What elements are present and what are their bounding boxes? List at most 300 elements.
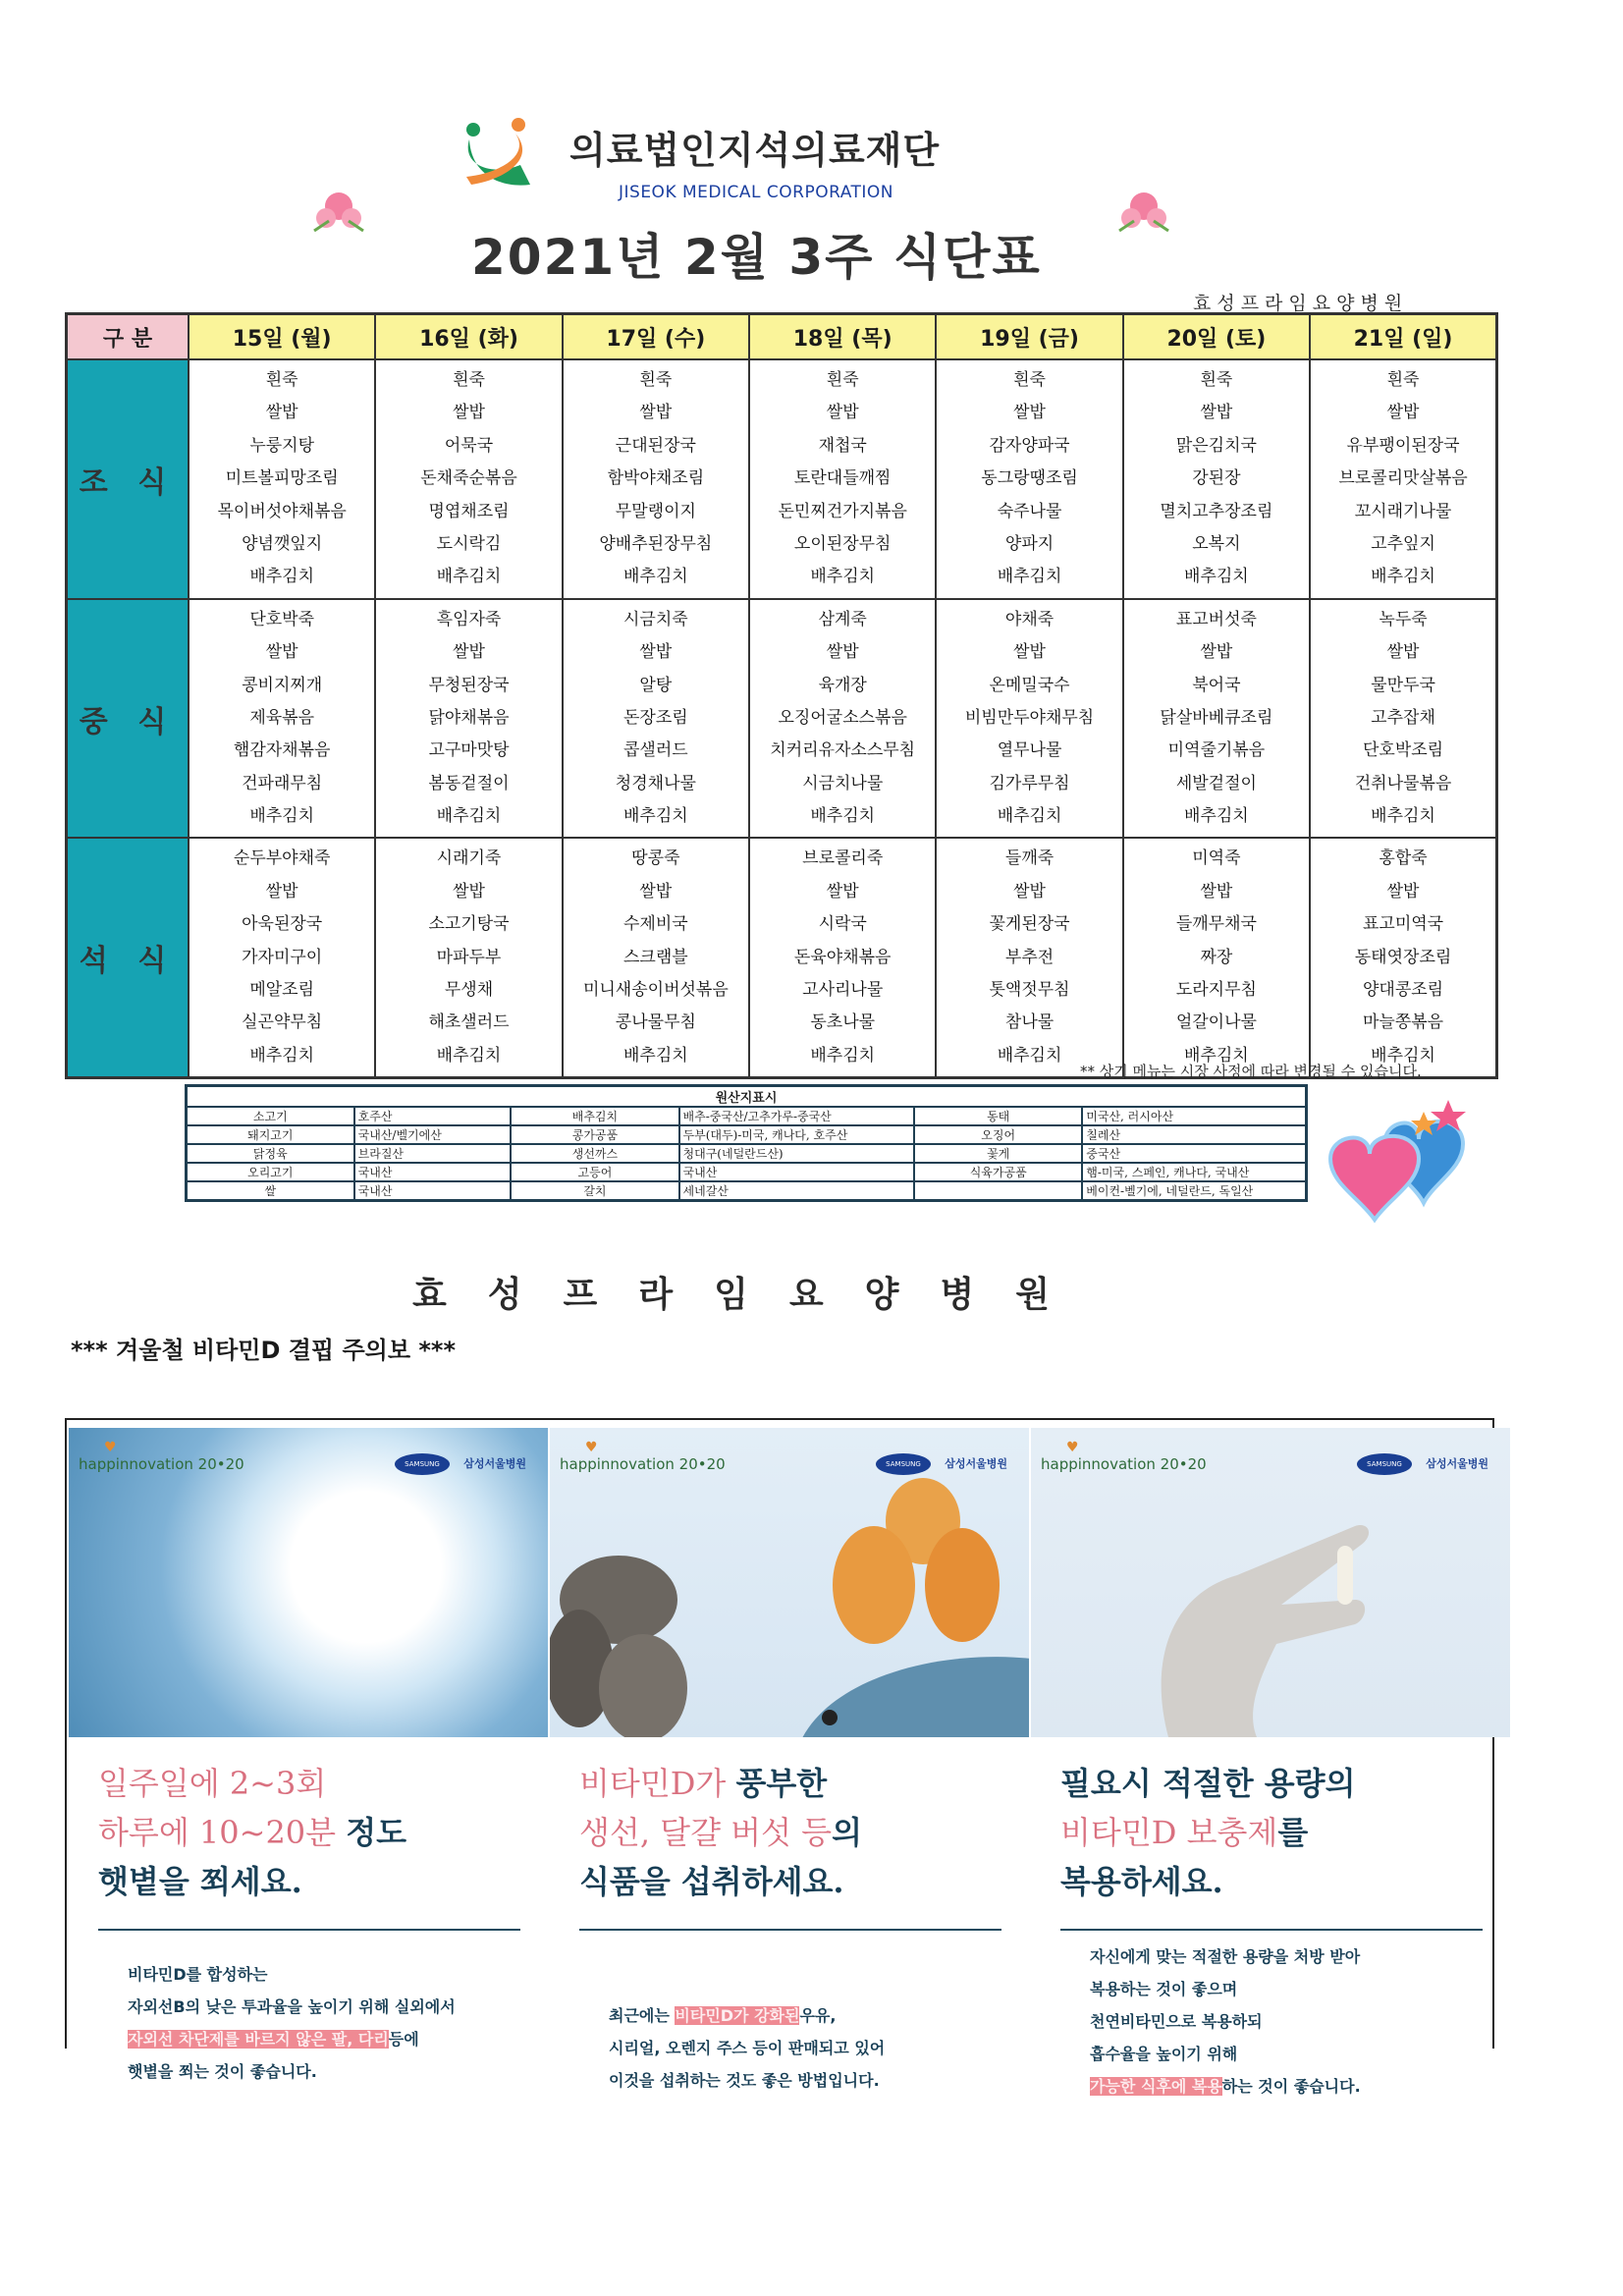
text-segment: 자외선B의 낮은 투과율을 높이기 위해 실외에서 [128, 1997, 456, 2016]
origin-title: 원산지표시 [187, 1086, 1307, 1108]
headline-line [1060, 1759, 1356, 1808]
dish-item: 배추김치 [436, 1045, 502, 1066]
dish-item: 실곤약무침 [242, 1012, 323, 1033]
divider [579, 1929, 1001, 1931]
samsung-logo: SAMSUNG [876, 1453, 931, 1475]
body-line [128, 1958, 456, 1991]
dish-item: 무말랭이지 [615, 501, 696, 521]
dish-item: 양배추된장무침 [599, 533, 713, 554]
dish-item: 가자미구이 [242, 947, 323, 967]
panel-body [609, 1999, 885, 2097]
meal-label: 중 식 [67, 599, 189, 839]
dish-item: 배추김치 [249, 806, 315, 827]
origin-country: 칠레산 [1082, 1125, 1306, 1144]
panel-headline [579, 1759, 862, 1906]
body-line [609, 2032, 885, 2064]
dish-item: 누룽지탕 [249, 435, 315, 456]
poster-panel-sunlight [69, 1420, 548, 2081]
dish-item: 콩나물무침 [615, 1012, 696, 1033]
dish-item: 양파지 [1004, 533, 1055, 554]
text-segment: 비타민D를 합성하는 [128, 1965, 268, 1984]
dish-item: 쌀밥 [265, 881, 298, 902]
dish-item: 배추김치 [997, 806, 1062, 827]
page-title: 2021년 2월 3주 식단표 [471, 229, 1042, 286]
dish-item: 쌀밥 [453, 642, 485, 663]
dish-item: 홍합죽 [1379, 848, 1428, 869]
menu-header-row [67, 314, 1497, 360]
origin-row [187, 1107, 1307, 1125]
dish-item: 고추잡채 [1371, 707, 1435, 728]
dish-item: 들깨죽 [1004, 848, 1055, 869]
dish-item: 김가루무침 [989, 773, 1070, 793]
menu-cell [749, 838, 936, 1077]
dish-item: 흰죽 [1386, 370, 1420, 390]
origin-country: 배추-중국산/고추가루-중국산 [679, 1107, 915, 1125]
dish-item: 쌀밥 [453, 403, 485, 423]
origin-item: 돼지고기 [187, 1125, 354, 1144]
org-name-en: JISEOK MEDICAL CORPORATION [619, 183, 894, 202]
origin-country: 세네갈산 [679, 1181, 915, 1201]
dish-item: 스크램블 [623, 947, 688, 967]
origin-country: 호주산 [354, 1107, 512, 1125]
origin-country: 중국산 [1082, 1144, 1306, 1163]
headline-line [579, 1808, 862, 1857]
dish-item: 마늘쫑볶음 [1362, 1012, 1444, 1033]
brand-logo: ♥ happinnovation 20•20 [560, 1440, 726, 1473]
menu-cell [189, 838, 375, 1077]
dish-item: 흰죽 [453, 370, 485, 390]
dish-item: 흑임자죽 [436, 609, 502, 629]
dish-item: 수제비국 [623, 914, 688, 935]
day-header: 17일 (수) [563, 314, 749, 360]
origin-row [187, 1125, 1307, 1144]
dish-item: 배추김치 [1371, 1045, 1435, 1066]
dish-item: 시금치죽 [623, 609, 688, 629]
dish-item: 북어국 [1192, 675, 1241, 695]
dish-item: 삼계죽 [818, 609, 867, 629]
dish-item: 고사리나물 [802, 980, 884, 1001]
day-header: 19일 (금) [936, 314, 1122, 360]
body-line [128, 1991, 456, 2023]
menu-cell [189, 359, 375, 599]
dish-item: 감자양파국 [989, 435, 1070, 456]
dish-item: 녹두죽 [1379, 609, 1428, 629]
dish-item: 부추전 [1004, 947, 1055, 967]
vitamin-d-poster [65, 1418, 1494, 2096]
origin-row [187, 1144, 1307, 1163]
meal-label: 석 식 [67, 838, 189, 1077]
dish-item: 시락국 [818, 914, 867, 935]
dish-item: 야채죽 [1004, 609, 1055, 629]
text-segment: 천연비타민으로 복용하되 [1090, 2012, 1263, 2031]
hearts-decoration-icon [1325, 1090, 1492, 1237]
samsung-logo: SAMSUNG [1357, 1453, 1412, 1475]
menu-cell [563, 599, 749, 839]
dish-item: 미역줄기볶음 [1167, 740, 1266, 761]
dish-item: 햄감자채볶음 [233, 740, 331, 761]
text-segment: 복용하세요. [1060, 1863, 1223, 1900]
menu-change-note: ** 상기 메뉴는 시장 사정에 따라 변경될 수 있습니다. [1080, 1063, 1422, 1080]
day-header: 16일 (화) [375, 314, 562, 360]
menu-cell [563, 359, 749, 599]
dish-item: 양념깻잎지 [242, 533, 323, 554]
dish-item: 쌀밥 [826, 403, 859, 423]
dish-item: 톳액젓무침 [989, 980, 1070, 1001]
brand-logo: ♥ happinnovation 20•20 [79, 1440, 244, 1473]
dish-item: 메알조림 [249, 980, 315, 1001]
dish-item: 땅콩죽 [631, 848, 680, 869]
dish-item: 강된장 [1192, 468, 1241, 489]
dish-item: 마파두부 [436, 947, 502, 967]
dish-item: 무생채 [444, 980, 494, 1001]
dish-item: 알탕 [639, 675, 673, 695]
dish-item: 치커리유자소스무침 [770, 740, 916, 761]
origin-country: 국내산 [679, 1163, 915, 1181]
dish-item: 돈장조림 [623, 707, 688, 728]
body-line [1090, 2038, 1361, 2070]
text-segment: 를 [1277, 1814, 1309, 1851]
dish-item: 표고미역국 [1362, 914, 1444, 935]
text-segment: 하는 것이 좋습니다. [1221, 2077, 1361, 2096]
dish-item: 재첩국 [818, 435, 867, 456]
dish-item: 쌀밥 [265, 642, 298, 663]
dish-item: 순두부야채죽 [233, 848, 331, 869]
menu-cell [1310, 838, 1496, 1077]
corner-label: 구 분 [67, 314, 189, 360]
menu-cell [1123, 838, 1310, 1077]
origin-row [187, 1181, 1307, 1201]
origin-row [187, 1163, 1307, 1181]
weekly-menu-table [65, 312, 1498, 1079]
dish-item: 쌀밥 [265, 403, 298, 423]
dish-item: 육개장 [818, 675, 867, 695]
meal-label: 조 식 [67, 359, 189, 599]
origin-country: 두부(대두)-미국, 캐나다, 호주산 [679, 1125, 915, 1144]
dish-item: 도라지무침 [1175, 980, 1257, 1001]
org-name: 의료법인지석의료재단 [569, 129, 941, 172]
dish-item: 건취나물볶음 [1354, 773, 1452, 793]
meal-row [67, 599, 1497, 839]
dish-item: 세발겉절이 [1175, 773, 1257, 793]
dish-item: 쌀밥 [1200, 403, 1233, 423]
dish-item: 유부팽이된장국 [1346, 435, 1460, 456]
menu-cell [1310, 359, 1496, 599]
dish-item: 배추김치 [1184, 1045, 1249, 1066]
dish-item: 해초샐러드 [428, 1012, 510, 1033]
dish-item: 토란대들깨찜 [793, 468, 892, 489]
body-line [128, 2055, 456, 2088]
dish-item: 흰죽 [1013, 370, 1046, 390]
dish-item: 닭살바베큐조림 [1160, 707, 1273, 728]
panel-body [128, 1958, 456, 2088]
text-segment: 복용하는 것이 좋으며 [1090, 1980, 1238, 1998]
dish-item: 단호박죽 [249, 609, 315, 629]
origin-country: 브라질산 [354, 1144, 512, 1163]
text-segment: 일주일에 2~3회 [98, 1765, 327, 1802]
vitamin-d-title: *** 겨울철 비타민D 결핍 주의보 *** [71, 1337, 457, 1364]
dish-item: 흰죽 [1200, 370, 1233, 390]
meal-row [67, 838, 1497, 1077]
dish-item: 돈채죽순볶음 [420, 468, 517, 489]
dish-item: 배추김치 [623, 1045, 688, 1066]
samsung-hospital-logo: 삼성서울병원 [463, 1457, 526, 1470]
dish-item: 멸치고추장조림 [1160, 501, 1273, 521]
menu-cell [563, 838, 749, 1077]
dish-item: 흰죽 [826, 370, 859, 390]
headline-line [579, 1857, 862, 1906]
menu-cell [375, 838, 562, 1077]
dish-item: 고구마맛탕 [428, 740, 510, 761]
dish-item: 참나물 [1004, 1012, 1055, 1033]
brand-logo: ♥ happinnovation 20•20 [1041, 1440, 1207, 1473]
origin-country: 청대구(네덜란드산) [679, 1144, 915, 1163]
poster-panel-foods [550, 1420, 1029, 2090]
dish-item: 양대콩조림 [1362, 980, 1444, 1001]
dish-item: 쌀밥 [826, 881, 859, 902]
dish-item: 오복지 [1192, 533, 1241, 554]
panel-body [1090, 1941, 1361, 2103]
dish-item: 배추김치 [436, 567, 502, 587]
origin-country: 햄-미국, 스페인, 캐나다, 국내산 [1082, 1163, 1306, 1181]
dish-item: 쌀밥 [639, 881, 673, 902]
menu-cell [189, 599, 375, 839]
menu-cell [936, 599, 1122, 839]
dish-item: 배추김치 [249, 1045, 315, 1066]
dish-item: 함박야채조림 [607, 468, 705, 489]
samsung-logo: SAMSUNG [395, 1453, 450, 1475]
dish-item: 소고기탕국 [428, 914, 510, 935]
menu-cell [375, 359, 562, 599]
headline-line [98, 1759, 406, 1808]
headline-line [579, 1759, 862, 1808]
text-segment: 최근에는 [609, 2006, 676, 2025]
dish-item: 봄동겉절이 [428, 773, 510, 793]
dish-item: 쌀밥 [453, 881, 485, 902]
origin-item: 식육가공품 [914, 1163, 1082, 1181]
text-segment: 하루에 10~20분 [98, 1814, 347, 1851]
hand-capsule-image [1031, 1428, 1510, 1737]
origin-table [185, 1084, 1308, 1202]
heart-icon: ♥ [1066, 1440, 1079, 1455]
origin-item: 오징어 [914, 1125, 1082, 1144]
dish-item: 배추김치 [1371, 806, 1435, 827]
dish-item: 꼬시래기나물 [1354, 501, 1452, 521]
dish-item: 콩비지찌개 [242, 675, 323, 695]
dish-item: 열무나물 [997, 740, 1062, 761]
day-header: 21일 (일) [1310, 314, 1496, 360]
text-segment: 풍부한 [735, 1765, 828, 1802]
text-segment: 햇볕을 쬐는 것이 좋습니다. [128, 2062, 317, 2081]
dish-item: 동초나물 [810, 1012, 876, 1033]
text-segment: 흡수율을 높이기 위해 [1090, 2045, 1238, 2063]
samsung-hospital-logo: 삼성서울병원 [945, 1457, 1007, 1470]
dish-item: 건파래무침 [242, 773, 323, 793]
panel-headline [1060, 1759, 1356, 1906]
origin-item: 고등어 [511, 1163, 678, 1181]
dish-item: 미트볼피망조림 [225, 468, 339, 489]
dish-item: 동태엿장조림 [1354, 947, 1452, 967]
dish-item: 배추김치 [623, 806, 688, 827]
panel-headline [98, 1759, 406, 1906]
dish-item: 쌀밥 [1013, 403, 1046, 423]
origin-item: 생선까스 [511, 1144, 678, 1163]
dish-item: 물만두국 [1371, 675, 1435, 695]
text-segment: 등에 [388, 2030, 419, 2049]
text-segment: 자신에게 맞는 적절한 용량을 처방 받아 [1090, 1947, 1361, 1966]
dish-item: 쌀밥 [1200, 642, 1233, 663]
flower-decoration-icon [1109, 177, 1178, 246]
dish-item: 얼갈이나물 [1175, 1012, 1257, 1033]
origin-item: 콩가공품 [511, 1125, 678, 1144]
body-line [1090, 2005, 1361, 2038]
day-header: 20일 (토) [1123, 314, 1310, 360]
menu-cell [1310, 599, 1496, 839]
dish-item: 고추잎지 [1371, 533, 1435, 554]
dish-item: 목이버섯야채볶음 [217, 501, 347, 521]
samsung-hospital-logo: 삼성서울병원 [1426, 1457, 1488, 1470]
dish-item: 동그랑땡조림 [981, 468, 1078, 489]
origin-item: 꽃게 [914, 1144, 1082, 1163]
dish-item: 배추김치 [249, 567, 315, 587]
dish-item: 시금치나물 [802, 773, 884, 793]
dish-item: 어묵국 [444, 435, 494, 456]
dish-item: 근대된장국 [615, 435, 696, 456]
dish-item: 숙주나물 [997, 501, 1062, 521]
dish-item: 온메밀국수 [989, 675, 1070, 695]
text-segment: 생선, 달걀 버섯 등 [579, 1814, 833, 1851]
headline-line [98, 1857, 406, 1906]
highlighted-text: 가능한 식후에 복용 [1090, 2077, 1222, 2096]
flower-decoration-icon [304, 177, 373, 246]
dish-item: 미역죽 [1192, 848, 1241, 869]
body-line [609, 2064, 885, 2097]
headline-line [1060, 1857, 1356, 1906]
menu-cell [1123, 599, 1310, 839]
origin-item: 동태 [914, 1107, 1082, 1125]
headline-line [1060, 1808, 1356, 1857]
dish-item: 오징어굴소스볶음 [778, 707, 907, 728]
dish-item: 브로콜리죽 [802, 848, 884, 869]
body-line [1090, 1973, 1361, 2005]
text-segment: 정도 [346, 1814, 407, 1851]
day-header: 15일 (월) [189, 314, 375, 360]
dish-item: 돈육야채볶음 [793, 947, 892, 967]
menu-cell [936, 359, 1122, 599]
dish-item: 배추김치 [810, 806, 876, 827]
dish-item: 쌀밥 [1013, 881, 1046, 902]
origin-item: 갈치 [511, 1181, 678, 1201]
menu-cell [749, 599, 936, 839]
text-segment: 비타민D가 [579, 1765, 736, 1802]
dish-item: 배추김치 [436, 806, 502, 827]
body-line [128, 2023, 456, 2055]
dish-item: 쌀밥 [826, 642, 859, 663]
origin-country: 국내산 [354, 1181, 512, 1201]
origin-item [914, 1181, 1082, 1201]
mushrooms-eggs-fish-image [550, 1428, 1029, 1737]
dish-item: 오이된장무침 [793, 533, 892, 554]
dish-item: 도시락김 [436, 533, 502, 554]
heart-icon: ♥ [585, 1440, 598, 1455]
divider [1060, 1929, 1483, 1931]
headline-line [98, 1808, 406, 1857]
dish-item: 흰죽 [639, 370, 673, 390]
origin-country: 미국산, 러시아산 [1082, 1107, 1306, 1125]
dish-item: 쌀밥 [1386, 642, 1420, 663]
highlighted-text: 비타민D가 강화된 [675, 2006, 800, 2025]
dish-item: 배추김치 [1184, 567, 1249, 587]
dish-item: 맑은김치국 [1175, 435, 1257, 456]
day-header: 18일 (목) [749, 314, 936, 360]
dish-item: 닭야채볶음 [428, 707, 510, 728]
dish-item: 시래기죽 [436, 848, 502, 869]
origin-country: 국내산 [354, 1163, 512, 1181]
dish-item: 무청된장국 [428, 675, 510, 695]
dish-item: 배추김치 [997, 1045, 1062, 1066]
dish-item: 배추김치 [1184, 806, 1249, 827]
dish-item: 쌀밥 [1200, 881, 1233, 902]
jiseok-logo-icon [461, 116, 540, 190]
dish-item: 배추김치 [810, 567, 876, 587]
heart-icon: ♥ [104, 1440, 117, 1455]
dish-item: 브로콜리맛살볶음 [1338, 468, 1468, 489]
origin-item: 쌀 [187, 1181, 354, 1201]
dish-item: 흰죽 [265, 370, 298, 390]
dish-item: 청경채나물 [615, 773, 696, 793]
sun-sky-image [69, 1428, 548, 1737]
menu-cell [749, 359, 936, 599]
text-segment: 필요시 적절한 용량의 [1060, 1765, 1356, 1802]
origin-country: 베이컨-벨기에, 네덜란드, 독일산 [1082, 1181, 1306, 1201]
dish-item: 비빔만두야채무침 [964, 707, 1095, 728]
divider [98, 1929, 520, 1931]
dish-item: 미니새송이버섯볶음 [582, 980, 729, 1001]
dish-item: 짜장 [1200, 947, 1233, 967]
dish-item: 쌀밥 [639, 642, 673, 663]
text-segment: 식품을 섭취하세요. [579, 1863, 844, 1900]
dish-item: 쌀밥 [639, 403, 673, 423]
menu-cell [936, 838, 1122, 1077]
meal-row [67, 359, 1497, 599]
menu-cell [1123, 359, 1310, 599]
dish-item: 표고버섯죽 [1175, 609, 1257, 629]
text-segment: 시리얼, 오렌지 주스 등이 판매되고 있어 [609, 2039, 886, 2057]
dish-item: 쌀밥 [1386, 881, 1420, 902]
dish-item: 배추김치 [997, 567, 1062, 587]
origin-item: 오리고기 [187, 1163, 354, 1181]
text-segment: 햇볕을 쬐세요. [98, 1863, 302, 1900]
origin-item: 소고기 [187, 1107, 354, 1125]
dish-item: 단호박조림 [1362, 740, 1444, 761]
body-line [1090, 2070, 1361, 2103]
dish-item: 배추김치 [1371, 567, 1435, 587]
dish-item: 아욱된장국 [242, 914, 323, 935]
dish-item: 제육볶음 [249, 707, 315, 728]
dish-item: 콥샐러드 [623, 740, 688, 761]
text-segment: 우유, [799, 2006, 837, 2025]
origin-country: 국내산/벨기에산 [354, 1125, 512, 1144]
hospital-name-large: 효성프라임요양병원 [412, 1275, 1091, 1315]
dish-item: 돈민찌건가지볶음 [778, 501, 907, 521]
dish-item: 꽃게된장국 [989, 914, 1070, 935]
dish-item: 배추김치 [810, 1045, 876, 1066]
dish-item: 배추김치 [623, 567, 688, 587]
menu-cell [375, 599, 562, 839]
dish-item: 들깨무채국 [1175, 914, 1257, 935]
highlighted-text: 자외선 차단제를 바르지 않은 팔, 다리 [128, 2030, 389, 2049]
text-segment: 이것을 섭취하는 것도 좋은 방법입니다. [609, 2071, 880, 2090]
origin-item: 닭정육 [187, 1144, 354, 1163]
